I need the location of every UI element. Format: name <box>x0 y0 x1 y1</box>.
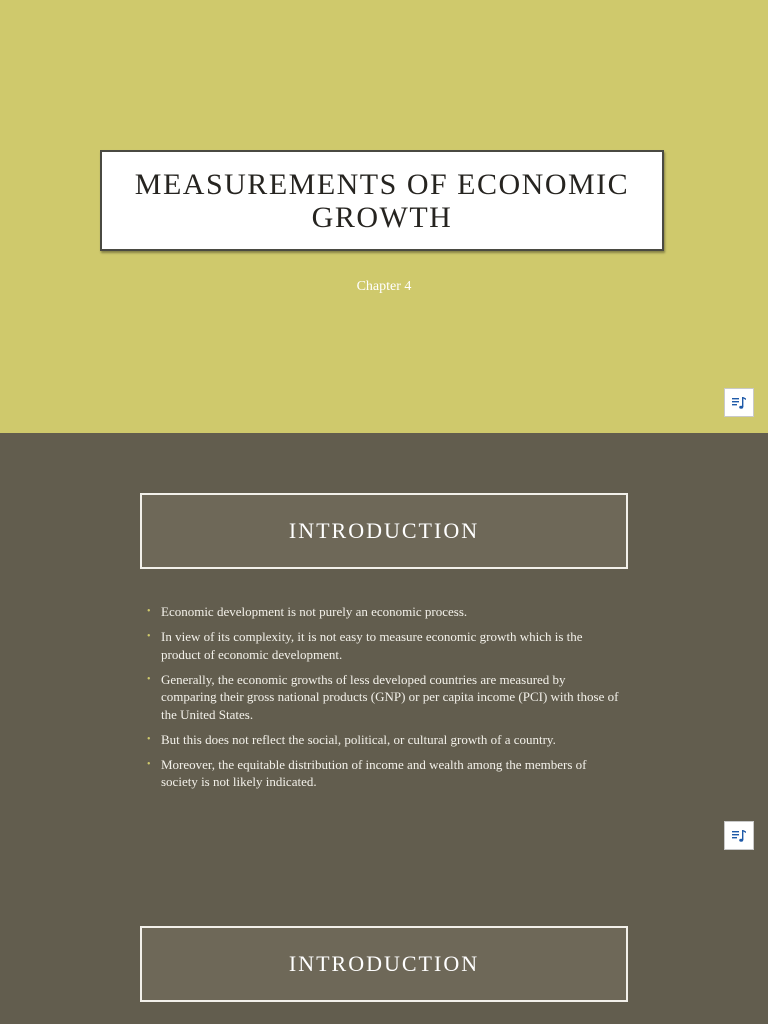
slide-3-introduction <box>0 866 768 1024</box>
bullet-dot-icon: • <box>147 758 151 770</box>
bullet-text: In view of its complexity, it is not easy to measure economic growth which is the product of economic development. <box>161 629 583 662</box>
bullet-item <box>147 731 621 749</box>
audio-button[interactable] <box>724 388 754 417</box>
bullet-dot-icon: • <box>147 733 151 745</box>
audio-note-icon <box>731 828 747 844</box>
bullet-item <box>147 671 621 724</box>
bullet-text: Economic development is not purely an economic process. <box>161 604 468 619</box>
bullet-item <box>147 603 621 621</box>
title-box <box>100 150 664 251</box>
bullet-text: Generally, the economic growths of less developed countries are measured by comparing their gross national products (GNP) or per capita income (PCI) with those of the United States. <box>161 671 619 722</box>
slide-1-title <box>0 0 768 433</box>
bullet-list <box>147 603 621 798</box>
bullet-text: Moreover, the equitable distribution of income and wealth among the members of society is not likely indicated. <box>161 756 587 789</box>
slide-title: MEASUREMENTS OF ECONOMIC GROWTH <box>134 167 630 234</box>
slide-heading: INTRODUCTION <box>288 518 480 543</box>
audio-button[interactable] <box>724 821 754 850</box>
slide-heading: INTRODUCTION <box>288 951 480 976</box>
audio-note-icon <box>731 395 747 411</box>
bullet-text: But this does not reflect the social, political, or cultural growth of a country. <box>161 731 556 747</box>
slide-2-introduction <box>0 433 768 866</box>
bullet-item <box>147 628 621 663</box>
slide-subtitle: Chapter 4 <box>356 279 412 294</box>
heading-box <box>140 493 628 569</box>
bullet-dot-icon: • <box>147 606 151 617</box>
bullet-dot-icon: • <box>147 631 151 642</box>
heading-box <box>140 926 628 1002</box>
bullet-item <box>147 756 621 791</box>
bullet-dot-icon: • <box>147 673 151 685</box>
